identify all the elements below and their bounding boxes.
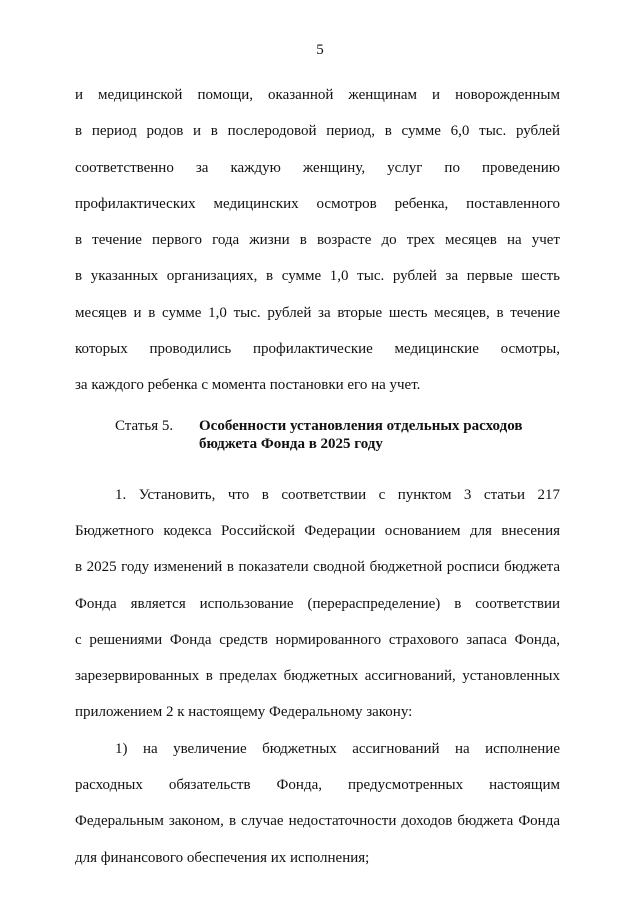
text-line: соответственно за каждую женщину, услуг по проведению <box>75 159 560 176</box>
text-line: Фонда является использование (перераспределение) в соответствии <box>75 595 560 612</box>
text-line: месяцев и в сумме 1,0 тыс. рублей за вторые шесть месяцев, в течение <box>75 304 560 321</box>
text-line: в течение первого года жизни в возрасте до трех месяцев на учет <box>75 232 560 249</box>
text-line: приложением 2 к настоящему Федеральному закону: <box>75 704 413 721</box>
article-title-line: Особенности установления отдельных расходов <box>199 417 523 434</box>
text-line: за каждого ребенка с момента постановки его на учет. <box>75 377 421 394</box>
paragraph-continuation <box>75 77 560 404</box>
document-body <box>75 77 560 876</box>
text-line: и медицинской помощи, оказанной женщинам и новорожденным <box>75 87 560 103</box>
text-line: 1. Установить, что в соответствии с пунктом 3 статьи 217 <box>115 486 560 503</box>
text-line: 1) на увеличение бюджетных ассигнований на исполнение <box>115 740 560 757</box>
text-line: в период родов и в послеродовой период, в сумме 6,0 тыс. рублей <box>75 123 560 140</box>
paragraph-1 <box>75 477 560 731</box>
text-line: расходных обязательств Фонда, предусмотренных настоящим <box>75 777 560 794</box>
article-title <box>199 417 539 453</box>
page-number: 5 <box>316 42 324 58</box>
article-heading <box>75 417 560 477</box>
article-label: Статья 5. <box>115 417 174 434</box>
text-line: в 2025 году изменений в показатели сводной бюджетной росписи бюджета <box>75 559 560 576</box>
text-line: Федеральным законом, в случае недостаточности доходов бюджета Фонда <box>75 813 560 830</box>
text-line: профилактических медицинских осмотров ребенка, поставленного <box>75 195 560 212</box>
text-line: Бюджетного кодекса Российской Федерации основанием для внесения <box>75 522 560 539</box>
text-line: которых проводились профилактические медицинские осмотры, <box>75 341 560 358</box>
text-line: зарезервированных в пределах бюджетных ассигнований, установленных <box>75 668 560 685</box>
text-line: с решениями Фонда средств нормированного страхового запаса Фонда, <box>75 631 560 648</box>
article-title-line: бюджета Фонда в 2025 году <box>199 435 383 452</box>
text-line: в указанных организациях, в сумме 1,0 тыс. рублей за первые шесть <box>75 268 560 285</box>
text-line: для финансового обеспечения их исполнения; <box>75 849 370 866</box>
subparagraph-1 <box>75 731 560 876</box>
